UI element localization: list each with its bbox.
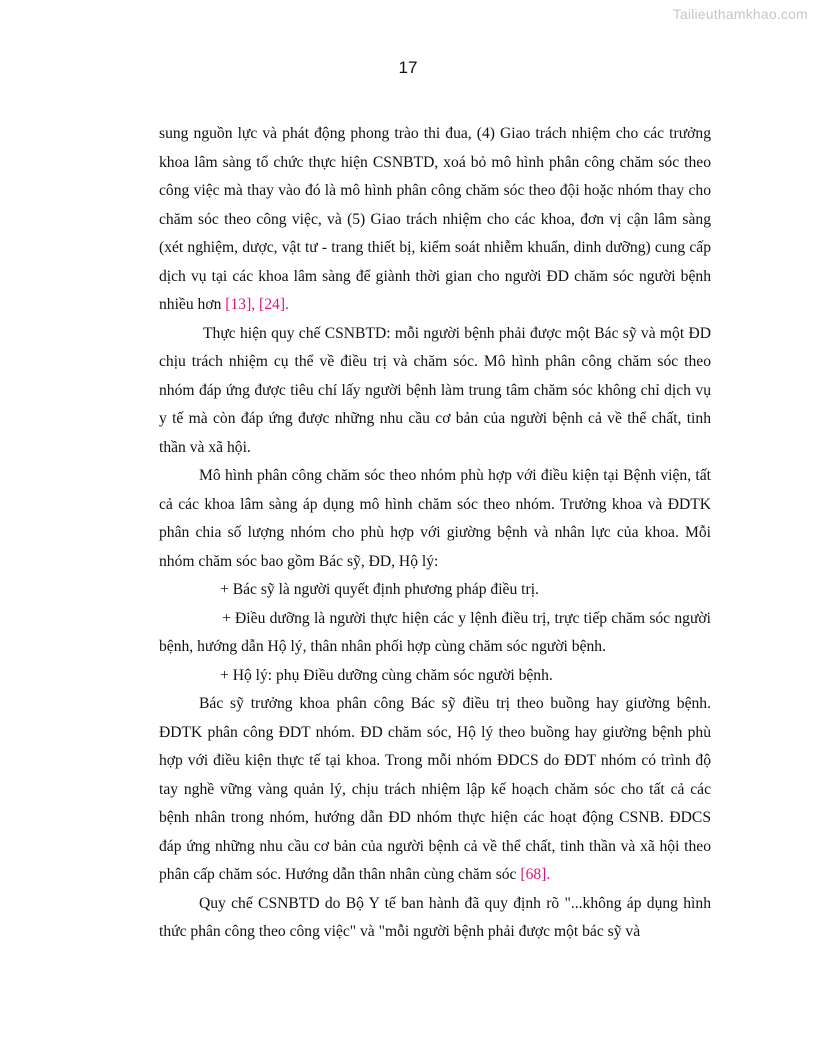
list-item-text: + Điều dưỡng là người thực hiện các y lệnh điều trị, trực tiếp chăm sóc người bệnh, hướng dẫn Hộ lý, thân nhân phối hợp cùng chăm sóc người bệnh.: [159, 609, 711, 655]
paragraph-3: [159, 462, 711, 576]
paragraph-4: [159, 690, 711, 890]
paragraph-text: sung nguồn lực và phát động phong trào thi đua, (4) Giao trách nhiệm cho các trưởng khoa lâm sàng tổ chức thực hiện CSNBTD, xoá bỏ mô hình phân công chăm sóc theo công việc mà thay vào đó là mô hình phân công chăm sóc theo đội hoặc nhóm thay cho chăm sóc theo công việc, và (5) Giao trách nhiệm cho các khoa, đơn vị cận lâm sàng (xét nghiệm, dược, vật tư - trang thiết bị, kiểm soát nhiễm khuẩn, dinh dưỡng) cung cấp dịch vụ tại các khoa lâm sàng để giành thời gian cho người ĐD chăm sóc người bệnh nhiều hơn: [159, 125, 711, 313]
paragraph-2: [159, 320, 711, 463]
list-item: [159, 605, 711, 662]
citation: [13], [24].: [225, 296, 289, 313]
paragraph-1: [159, 120, 711, 320]
citation: [68].: [520, 866, 551, 883]
document-body: [159, 120, 711, 947]
paragraph-text: Bác sỹ trưởng khoa phân công Bác sỹ điều trị theo buồng hay giường bệnh. ĐDTK phân công ĐDT nhóm. ĐD chăm sóc, Hộ lý theo buồng hay giường bệnh phù hợp với điều kiện thực tế tại khoa. Trong mỗi nhóm ĐDCS do ĐDT nhóm có trình độ tay nghề vững vàng quản lý, chịu trách nhiệm lập kế hoạch chăm sóc cho tất cả các bệnh nhân trong nhóm, hướng dẫn ĐD nhóm thực hiện các hoạt động CSNB. ĐDCS đáp ứng những nhu cầu cơ bản của người bệnh cả về thể chất, tinh thần và xã hội theo phân cấp chăm sóc. Hướng dẫn thân nhân cùng chăm sóc: [159, 695, 711, 883]
list-item: [159, 662, 711, 691]
paragraph-text: Mô hình phân công chăm sóc theo nhóm phù hợp với điều kiện tại Bệnh viện, tất cả các khoa lâm sàng áp dụng mô hình chăm sóc theo nhóm. Trưởng khoa và ĐDTK phân chia số lượng nhóm cho phù hợp với giường bệnh và nhân lực của khoa. Mỗi nhóm chăm sóc bao gồm Bác sỹ, ĐD, Hộ lý:: [159, 467, 711, 570]
page-number: 17: [398, 58, 418, 77]
list-item-text: + Bác sỹ là người quyết định phương pháp điều trị.: [220, 581, 539, 598]
watermark: Tailieuthamkhao.com: [672, 6, 808, 22]
paragraph-text: Thực hiện quy chế CSNBTD: mỗi người bệnh phải được một Bác sỹ và một ĐD chịu trách nhiệm cụ thể về điều trị và chăm sóc. Mô hình phân công chăm sóc theo nhóm đáp ứng được tiêu chí lấy người bệnh làm trung tâm chăm sóc không chỉ dịch vụ y tế mà còn đáp ứng được những nhu cầu cơ bản của người bệnh cả về thể chất, tinh thần và xã hội.: [159, 324, 711, 456]
paragraph-5: [159, 890, 711, 947]
list-item-text: + Hộ lý: phụ Điều dưỡng cùng chăm sóc người bệnh.: [220, 666, 553, 684]
list-item: [159, 576, 711, 605]
paragraph-text: Quy chế CSNBTD do Bộ Y tế ban hành đã quy định rõ "...không áp dụng hình thức phân công theo công việc" và "mỗi người bệnh phải được một bác sỹ và: [159, 894, 711, 940]
